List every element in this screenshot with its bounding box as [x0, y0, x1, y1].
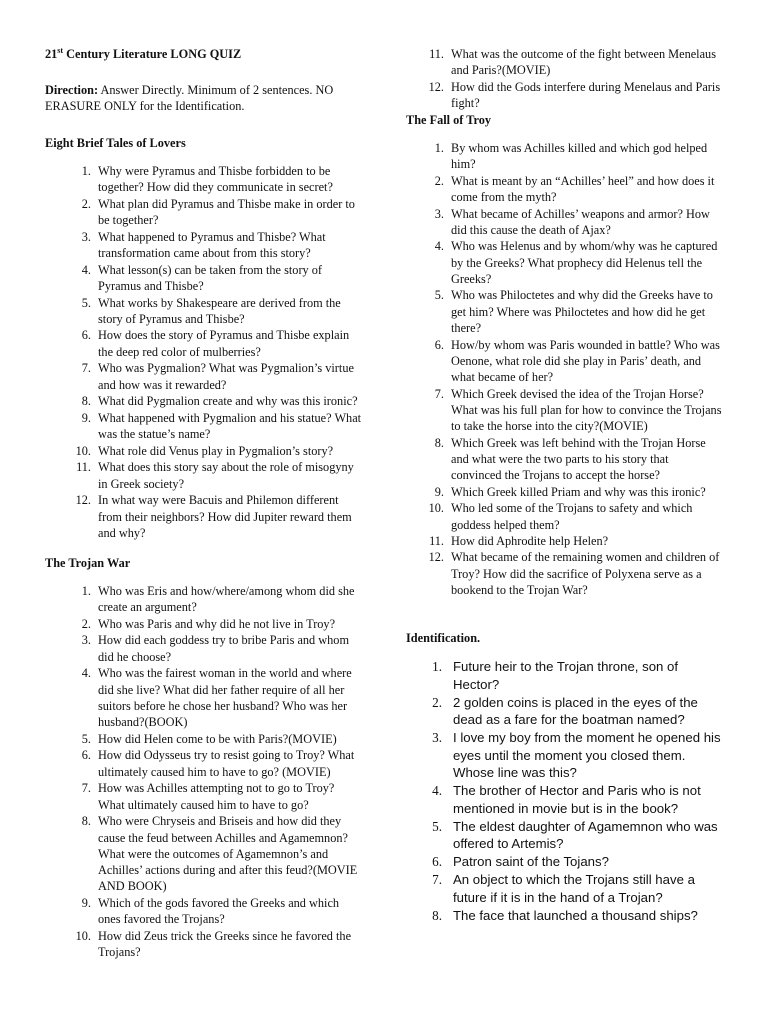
question-number: 7.	[434, 386, 444, 401]
question-list-trojan-war-continued	[406, 46, 722, 112]
question-text: What became of the remaining women and children of Troy? How did the sacrifice of Polyxena serve as a bookend to the Trojan War?	[451, 550, 720, 598]
question-text: Who was Paris and why did he not live in Troy?	[98, 616, 336, 631]
question-text: How was Achilles attempting not to go to Troy? What ultimately caused him to have to go?	[98, 781, 335, 812]
question-number: 12.	[75, 493, 91, 508]
question-item	[53, 410, 363, 443]
question-number: 5.	[432, 818, 442, 834]
question-number: 6.	[434, 337, 444, 352]
question-item	[406, 907, 722, 925]
question-item	[406, 782, 722, 817]
question-text: How did the Gods interfere during Menelaus and Paris fight?	[451, 79, 721, 111]
question-item	[53, 295, 363, 328]
question-text: Which Greek devised the idea of the Trojan Horse? What was his full plan for how to convince the Trojans to take the horse into the city?(MOVIE)	[451, 386, 722, 434]
question-number: 4.	[432, 783, 442, 798]
question-text: By whom was Achilles killed and which god helped him?	[451, 141, 708, 172]
question-number: 2.	[81, 196, 91, 211]
question-item	[406, 238, 722, 287]
question-number: 11.	[429, 47, 444, 61]
question-item	[53, 665, 363, 730]
question-text: What is meant by an “Achilles’ heel” and how does it come from the myth?	[451, 173, 715, 205]
question-text: An object to which the Trojans still have a future if it is in the hand of a Trojan?	[453, 872, 695, 905]
question-number: 1.	[81, 164, 91, 178]
question-number: 3.	[81, 633, 91, 648]
question-number: 10.	[428, 501, 444, 516]
question-number: 2.	[81, 616, 91, 631]
question-number: 1.	[434, 141, 444, 155]
question-text: What lesson(s) can be taken from the story of Pyramus and Thisbe?	[98, 262, 323, 293]
question-item	[53, 163, 363, 196]
question-number: 7.	[81, 781, 91, 796]
question-item	[406, 658, 722, 693]
question-text: Who was Helenus and by whom/why was he captured by the Greeks? What prophecy did Helenus tell the Greeks?	[451, 239, 718, 286]
question-number: 11.	[429, 534, 444, 548]
question-number: 12.	[428, 79, 444, 94]
question-item	[53, 393, 363, 409]
question-item	[406, 140, 722, 173]
question-item	[406, 79, 722, 112]
question-text: The face that launched a thousand ships?	[453, 907, 698, 923]
question-number: 8.	[81, 394, 91, 409]
question-item	[53, 780, 363, 813]
question-item	[406, 853, 722, 871]
question-item	[406, 871, 722, 906]
question-item	[406, 386, 722, 435]
question-item	[406, 533, 722, 549]
section-title-lovers: Eight Brief Tales of Lovers	[45, 136, 186, 150]
question-number: 9.	[81, 410, 91, 425]
question-text: Who was the fairest woman in the world and where did she live? What did her father require of all her suitors before he chose her husband? Who was her husband?(BOOK)	[98, 666, 352, 730]
question-text: What does this story say about the role of misogyny in Greek society?	[98, 460, 354, 491]
question-text: What happened to Pyramus and Thisbe? What transformation came about from this story?	[98, 229, 326, 261]
question-number: 5.	[81, 731, 91, 746]
question-text: How did Aphrodite help Helen?	[451, 534, 609, 548]
question-number: 6.	[81, 328, 91, 343]
question-text: Who was Eris and how/where/among whom did she create an argument?	[98, 584, 355, 615]
question-text: What did Pygmalion create and why was this ironic?	[98, 394, 358, 409]
question-item	[406, 435, 722, 484]
question-item	[53, 262, 363, 295]
question-number: 6.	[432, 854, 442, 869]
question-text: The eldest daughter of Agamemnon who was offered to Artemis?	[453, 818, 718, 851]
question-item	[53, 616, 363, 632]
quiz-title: 21st Century Literature LONG QUIZ	[45, 45, 242, 61]
question-text: What works by Shakespeare are derived from the story of Pyramus and Thisbe?	[98, 295, 341, 326]
question-text: Which Greek killed Priam and why was this ironic?	[451, 484, 706, 499]
question-number: 8.	[434, 435, 444, 450]
question-item	[53, 229, 363, 262]
question-number: 8.	[432, 907, 442, 923]
question-text: How does the story of Pyramus and Thisbe explain the deep red color of mulberries?	[98, 328, 350, 359]
question-number: 10.	[75, 443, 91, 458]
question-number: 10.	[75, 928, 91, 943]
question-item	[406, 549, 722, 598]
identification-list	[406, 658, 722, 925]
question-text: What role did Venus play in Pygmalion’s story?	[98, 443, 334, 458]
question-list-trojan-war	[53, 583, 363, 961]
question-number: 3.	[434, 206, 444, 221]
question-number: 6.	[81, 748, 91, 763]
question-text: How did Zeus trick the Greeks since he favored the Trojans?	[98, 928, 352, 960]
question-number: 3.	[432, 730, 442, 745]
question-text: 2 golden coins is placed in the eyes of the dead as a fare for the boatman named?	[453, 694, 698, 727]
question-item	[53, 443, 363, 459]
question-text: The brother of Hector and Paris who is not mentioned in movie but is in the book?	[453, 783, 701, 816]
question-number: 8.	[81, 814, 91, 829]
question-number: 2.	[434, 173, 444, 188]
question-item	[406, 46, 722, 79]
question-number: 1.	[81, 584, 91, 598]
question-item	[53, 492, 363, 541]
question-text: How did Odysseus try to resist going to Troy? What ultimately caused him to have to go? (MOVIE)	[98, 748, 355, 779]
question-number: 7.	[81, 361, 91, 376]
question-text: In what way were Bacuis and Philemon different from their neighbors? How did Jupiter reward them and why?	[98, 493, 352, 540]
question-item	[53, 731, 363, 747]
question-text: Why were Pyramus and Thisbe forbidden to be together? How did they communicate in secret?	[98, 164, 333, 195]
question-text: I love my boy from the moment he opened his eyes until the moment you closed them. Whose line was this?	[453, 730, 721, 780]
section-title-fall-of-troy: The Fall of Troy	[406, 113, 492, 127]
question-item	[406, 818, 722, 853]
question-text: What became of Achilles’ weapons and armor? How did this cause the death of Ajax?	[451, 206, 710, 237]
question-number: 9.	[434, 484, 444, 499]
question-item	[53, 196, 363, 229]
question-number: 4.	[434, 239, 444, 254]
question-item	[53, 747, 363, 780]
question-text: What was the outcome of the fight between Menelaus and Paris?(MOVIE)	[451, 47, 716, 78]
question-item	[406, 337, 722, 386]
question-item	[406, 694, 722, 729]
question-number: 2.	[432, 694, 442, 710]
question-item	[53, 360, 363, 393]
question-item	[53, 813, 363, 894]
question-item	[406, 484, 722, 500]
question-item	[406, 206, 722, 239]
question-item	[53, 632, 363, 665]
question-number: 5.	[81, 295, 91, 310]
question-item	[406, 287, 722, 336]
question-text: What plan did Pyramus and Thisbe make in order to be together?	[98, 196, 355, 228]
question-text: What happened with Pygmalion and his statue? What was the statue’s name?	[98, 410, 362, 442]
question-text: Patron saint of the Tojans?	[453, 854, 609, 869]
section-title-trojan-war: The Trojan War	[45, 556, 131, 570]
question-text: How did Helen come to be with Paris?(MOVIE)	[98, 731, 337, 746]
question-list-lovers	[53, 163, 363, 541]
question-number: 3.	[81, 229, 91, 244]
question-number: 7.	[432, 872, 442, 887]
question-text: Which of the gods favored the Greeks and which ones favored the Trojans?	[98, 896, 340, 927]
question-number: 9.	[81, 896, 91, 911]
question-item	[53, 928, 363, 961]
question-text: How/by whom was Paris wounded in battle? Who was Oenone, what role did she play in Paris’ death, and what became of her?	[451, 337, 720, 385]
question-item	[406, 173, 722, 206]
question-text: How did each goddess try to bribe Paris and whom did he choose?	[98, 633, 350, 664]
question-number: 12.	[428, 550, 444, 565]
question-text: Who was Pygmalion? What was Pygmalion’s virtue and how was it rewarded?	[98, 361, 354, 392]
question-number: 11.	[76, 460, 91, 475]
question-text: Future heir to the Trojan throne, son of Hector?	[453, 659, 679, 692]
question-item	[53, 583, 363, 616]
question-item	[406, 729, 722, 782]
question-item	[406, 500, 722, 533]
question-number: 4.	[81, 262, 91, 277]
question-text: Which Greek was left behind with the Trojan Horse and what were the two parts to his story that convinced the Trojans to accept the horse?	[451, 435, 706, 483]
question-number: 5.	[434, 288, 444, 303]
question-text: Who was Philoctetes and why did the Greeks have to get him? Where was Philoctetes and how did he get there?	[451, 288, 713, 336]
question-item	[53, 459, 363, 492]
question-text: Who led some of the Trojans to safety and which goddess helped them?	[451, 501, 693, 532]
question-item	[53, 327, 363, 360]
question-number: 1.	[432, 659, 442, 674]
question-item	[53, 895, 363, 928]
question-text: Who were Chryseis and Briseis and how did they cause the feud between Achilles and Agamemnon? What were the outcomes of Agamemnon’s and Achilles’ actions during and after this feud?(MOVIE AND BOOK)	[98, 814, 358, 894]
section-title-identification: Identification.	[406, 631, 481, 645]
question-list-fall-of-troy	[406, 140, 722, 599]
direction-text: Direction: Answer Directly. Minimum of 2 sentences. NO ERASURE ONLY for the Identification.	[45, 83, 334, 114]
question-number: 4.	[81, 666, 91, 681]
